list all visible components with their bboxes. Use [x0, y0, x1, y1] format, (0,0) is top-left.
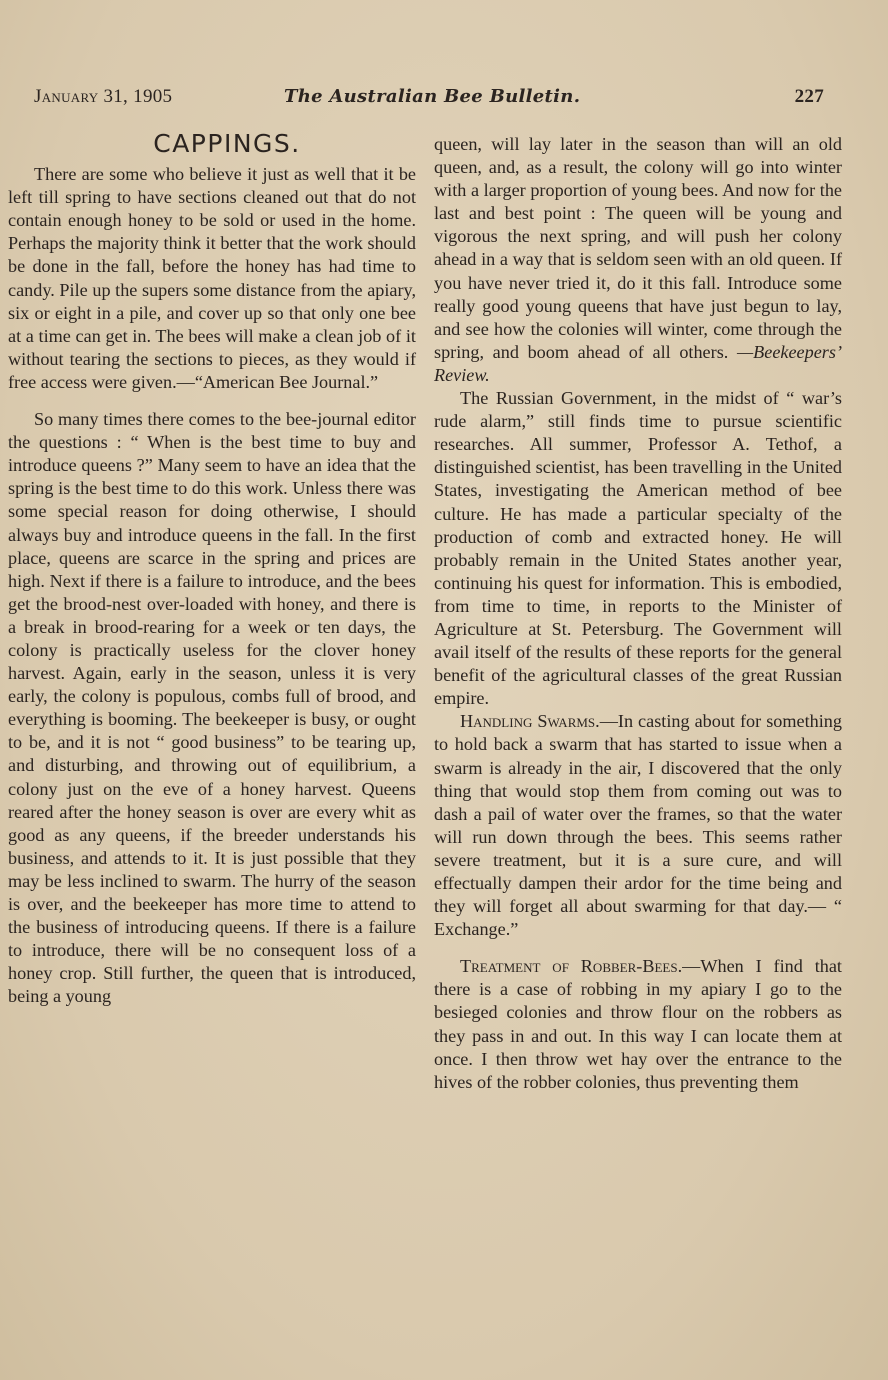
paragraph-queens-continued [434, 133, 842, 387]
paragraph-handling-swarms [434, 710, 842, 941]
paragraph-heading: Treatment of Robber-Bees. [460, 956, 683, 977]
paragraph-russian-government: The Russian Government, in the midst of “ war’s rude alarm,” still finds time to pursue scientific researches. All summer, Professor A. Tethof, a distinguished scientist, has been travelling in the United States, investigating the American method of bee culture. He has made a particular specialty of the production of comb and extracted honey. He will probably remain in the United States another year, continuing his quest for information. This is embodied, from time to time, in reports to the Minister of Agriculture at St. Petersburg. The Government will avail itself of the results of these reports for the general benefit of the agricultural classes of the great Russian empire. [434, 388, 842, 709]
paragraph-supers: There are some who believe it just as well that it be left till spring to have sections cleaned out that do not contain enough honey to be sold or used in the home. Perhaps the majority think it better that the work should be done in the fall, before the honey has had time to candy. Pile up the supers some distance from the apiary, six or eight in a pile, and cover up so that only one bee at a time can get in. The bees will make a clean job of it without tearing the sections to pieces, as they would if free access were given.—“American Bee Journal.” [8, 164, 416, 392]
section-title: CAPPINGS. [153, 129, 301, 158]
page-number: 227 [794, 86, 824, 107]
left-column [8, 128, 416, 1008]
paragraph-text: queen, will lay later in the season than will an old queen, and, as a result, the colony will go into winter with a larger proportion of young bees. And now for the last and best point : The queen will be young and vigorous the next spring, and will push her colony ahead in a way that is seldom seen with an old queen. If you have never tried it, do it this fall. Introduce some really good young queens that have just begun to lay, and see how the colonies will winter, come through the spring, and boom ahead of all others. [434, 134, 842, 362]
issue-date: January 31, 1905 [34, 86, 173, 107]
journal-title: The Australian Bee Bulletin. [284, 86, 581, 107]
paragraph-robber-bees [434, 955, 842, 1094]
paragraph-heading: Handling Swarms. [460, 711, 600, 732]
paragraph-text: —When I find that there is a case of robbing in my apiary I go to the besieged colonies and throw flour on the robbers as they pass in and out. In this way I can locate them at once. I then throw wet hay over the entrance to the hives of the robber colonies, thus preventing them [434, 956, 842, 1092]
source-citation: —Beekeepers’ Review. [434, 341, 843, 385]
running-header [34, 86, 824, 114]
right-column [434, 133, 842, 1094]
paragraph-queens: So many times there comes to the bee-journal editor the questions : “ When is the best time to buy and introduce queens ?” Many seem to have an idea that the spring is the best time to do this work. Unless there was some special reason for doing otherwise, I should always buy and introduce queens in the fall. In the first place, queens are scarce in the spring and prices are high. Next if there is a failure to introduce, and the bees get the brood-nest over-loaded with honey, and there is a break in brood-rearing for a week or ten days, the colony is practically useless for the clover honey harvest. Again, early in the season, unless it is very early, the colony is populous, combs full of brood, and everything is booming. The beekeeper is busy, or ought to be, and it is not “ good business” to be tearing up, and disturbing, and throwing out of equilibrium, a colony just on the eve of a honey harvest. Queens reared after the honey season is over are every whit as good as any queens, if the breeder understands his business, and attends to it. It is just possible that they may be less inclined to swarm. The hurry of the season is over, and the beekeeper has more time to attend to the business of introducing queens. If there is a failure to introduce, there will be no consequent loss of a honey crop. Still further, the queen that is introduced, being a young [8, 409, 416, 1007]
paragraph-text: —In casting about for something to hold back a swarm that has started to issue when a swarm is already in the air, I discovered that the only thing that would stop them from coming out was to dash a pail of water over the frames, so that the water will run down through the bees. This seems rather severe treatment, but it is a sure cure, and will effectually dampen their ardor for the time being and they will forget all about swarming for that day.— “ Exchange.” [434, 711, 842, 940]
